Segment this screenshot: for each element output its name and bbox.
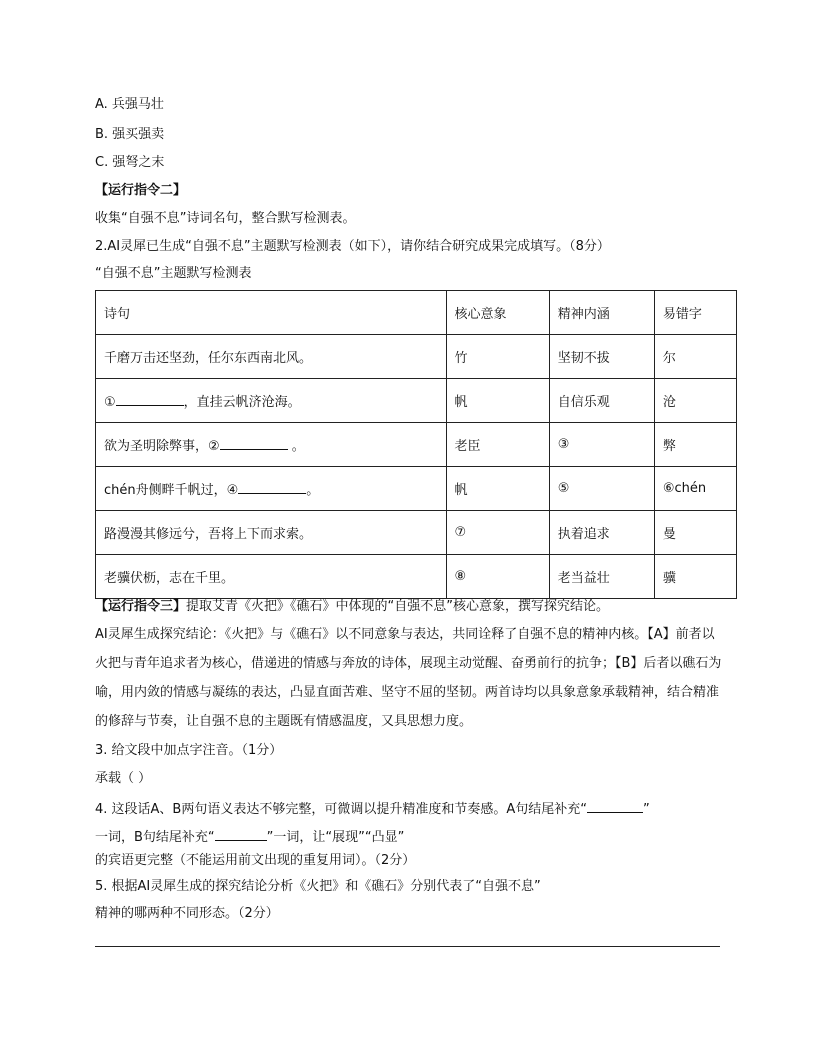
spirit-cell: 坚韧不拔 [549,335,654,379]
poem-cell: 老骥伏枥，志在千里。 [96,555,447,599]
table-row [96,555,737,599]
answer-blank[interactable] [220,435,288,450]
image-cell: 帆 [446,379,549,423]
ai-conclusion: AI灵犀生成探究结论：《火把》与《礁石》以不同意象与表达，共同诠释了自强不息的精神内核。【A】前者以火把与青年追求者为核心，借递进的情感与奔放的诗体，展现主动觉醒、奋勇前行的抗争；【B】后者以礁石为喻，用内敛的情感与凝练的表达，凸显直面苦难、坚守不屈的坚韧。两首诗均以具象意象承载精神，结合精准的修辞与节奏，让自强不息的主题既有情感温度，又具思想力度。 [95,627,722,729]
poem-cell: 千磨万击还坚劲，任尔东西南北风。 [96,335,447,379]
option-a: A. 兵强马壮 [95,97,164,112]
image-cell: 帆 [446,467,549,511]
header-char: 易错字 [654,291,736,335]
header-image: 核心意象 [446,291,549,335]
table-row [96,423,737,467]
instruction3-line [95,598,609,616]
question-4-line2: 一词，B句结尾补充“ ”一词，让“展现”“凸显” [95,826,404,847]
instruction3-desc: 提取艾青《火把》《礁石》中体现的“自强不息”核心意象，撰写探究结论。 [186,599,609,614]
answer-blank-b[interactable] [215,826,267,841]
question-4-line3: 的宾语更完整（不能运用前文出现的重复用词）。（2分） [95,853,416,868]
answer-blank[interactable] [238,479,306,494]
char-cell: 曼 [654,511,736,555]
char-cell: 沧 [654,379,736,423]
instruction3-title: 【运行指令三】 [95,599,187,614]
header-spirit: 精神内涵 [549,291,654,335]
image-cell: 竹 [446,335,549,379]
question-3: 3. 给文段中加点字注音。（1分） [95,743,283,758]
char-cell: 骥 [654,555,736,599]
char-cell: ⑥chén [654,467,736,511]
question-2: 2.AI灵犀已生成“自强不息”主题默写检测表（如下），请你结合研究成果完成填写。（8分） [95,239,610,254]
spirit-cell: 自信乐观 [549,379,654,423]
image-cell: ⑦ [446,511,549,555]
char-cell: 弊 [654,423,736,467]
dictation-table [95,290,737,599]
spirit-cell: 执着追求 [549,511,654,555]
option-c: C. 强弩之末 [95,155,165,170]
answer-blank[interactable] [116,391,184,406]
spirit-cell: ③ [549,423,654,467]
image-cell: 老臣 [446,423,549,467]
poem-cell: chén舟侧畔千帆过，④ 。 [96,467,447,511]
option-b: B. 强买强卖 [95,127,165,142]
header-poem: 诗句 [96,291,447,335]
table-title: “自强不息”主题默写检测表 [95,266,252,281]
answer-rule [95,946,720,947]
question-3-answer: 承载（ ） [95,771,152,786]
question-5-line2: 精神的哪两种不同形态。（2分） [95,906,279,921]
instruction2-title: 【运行指令二】 [95,183,187,198]
spirit-cell: ⑤ [549,467,654,511]
poem-cell: 路漫漫其修远兮，吾将上下而求索。 [96,511,447,555]
poem-cell: ① ，直挂云帆济沧海。 [96,379,447,423]
table-row [96,335,737,379]
image-cell: ⑧ [446,555,549,599]
answer-blank-a[interactable] [587,798,643,813]
question-5-line1: 5. 根据AI灵犀生成的探究结论分析《火把》和《礁石》分别代表了“自强不息” [95,879,541,894]
table-row [96,467,737,511]
poem-cell: 欲为圣明除弊事，② 。 [96,423,447,467]
spirit-cell: 老当益壮 [549,555,654,599]
table-row [96,511,737,555]
question-4-line1: 4. 这段话A、B两句语义表达不够完整，可微调以提升精准度和节奏感。A句结尾补充“ ” [95,798,650,819]
table-header-row [96,291,737,335]
char-cell: 尔 [654,335,736,379]
table-row [96,379,737,423]
instruction2-desc: 收集“自强不息”诗词名句，整合默写检测表。 [95,211,356,226]
